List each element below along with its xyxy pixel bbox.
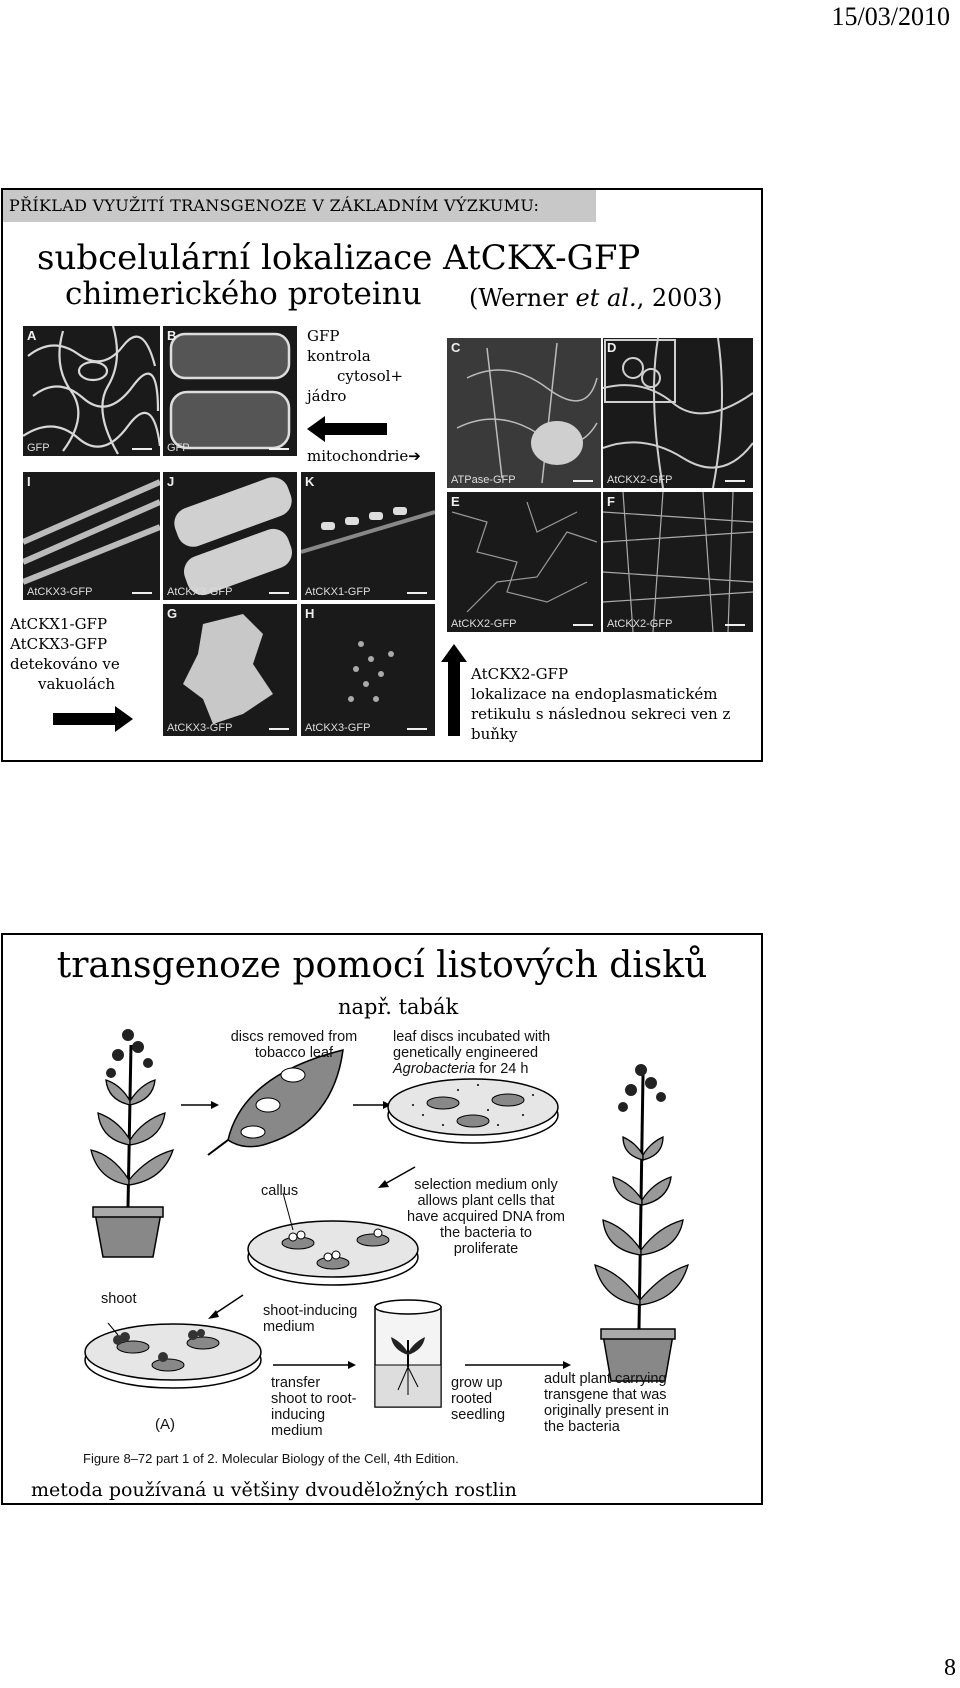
panel-caption: AtCKX2-GFP (607, 618, 673, 630)
label-adult-plant: adult plant carrying transgene that was originally present in the bacteria (544, 1371, 669, 1435)
micrograph-panel-c (447, 338, 601, 488)
panel-letter: B (167, 328, 177, 343)
citation: (Werner et al., 2003) (469, 284, 723, 312)
scale-bar (269, 448, 289, 450)
figure-caption: Figure 8–72 part 1 of 2. Molecular Biology of the Cell, 4th Edition. (83, 1451, 459, 1466)
bottom-note: metoda používaná u většiny dvouděložných rostlin (31, 1479, 517, 1501)
note-gfp-control: GFP kontrola cytosol+ jádro (307, 327, 404, 405)
micrograph-panel-e (447, 492, 601, 632)
label-shoot-inducing-medium: shoot-inducing medium (263, 1303, 358, 1335)
slide-leaf-disc-transgenesis (1, 933, 763, 1505)
jar-seedling (375, 1300, 441, 1407)
slide-banner: PŘÍKLAD VYUŽITÍ TRANSGENOZE V ZÁKLADNÍM VÝZKUMU: (3, 190, 596, 222)
panel-letter: C (451, 340, 461, 355)
date-header: 15/03/2010 (831, 2, 950, 31)
scale-bar (132, 448, 152, 450)
panel-letter: J (167, 474, 175, 489)
micrograph-panel-k (301, 472, 435, 600)
note-vacuole: AtCKX1-GFP AtCKX3-GFP detekováno ve vakuolách (10, 615, 120, 693)
micrograph-panel-h (301, 604, 435, 736)
label-callus: callus (261, 1183, 299, 1199)
panel-caption: AtCKX2-GFP (451, 618, 517, 630)
tobacco-leaf (208, 1050, 343, 1155)
panel-caption: AtCKX3-GFP (305, 722, 371, 734)
tobacco-plant-left (91, 1029, 173, 1257)
panel-caption: GFP (167, 442, 190, 454)
label-transfer: transfer shoot to root- inducing medium (271, 1375, 357, 1439)
micrograph-panel-d (603, 338, 753, 488)
micrograph-panel-g (163, 604, 297, 736)
micrograph-panel-j (163, 472, 297, 600)
slide-title-line2: chimerického proteinu (65, 276, 422, 312)
panel-letter: I (27, 474, 31, 489)
note-mitochondria: mitochondrie➔ (307, 447, 421, 465)
note-er-localization: AtCKX2-GFP lokalizace na endoplasmatickém retikulu s následnou sekreci ven z buňky (471, 665, 731, 743)
slide-subtitle: např. tabák (338, 995, 459, 1019)
page-number: 8 (944, 1655, 956, 1681)
scale-bar (573, 624, 593, 626)
arrow-right-icon (53, 706, 133, 732)
petri-dish-shoot (85, 1324, 261, 1388)
panel-caption: AtCKX3-GFP (167, 722, 233, 734)
panel-letter: F (607, 494, 615, 509)
label-shoot: shoot (101, 1291, 137, 1307)
scale-bar (269, 592, 289, 594)
petri-dish-agrobacteria (388, 1079, 558, 1143)
label-a: (A) (155, 1416, 175, 1433)
scale-bar (132, 592, 152, 594)
scale-bar (725, 480, 745, 482)
panel-letter: G (167, 606, 178, 621)
petri-dish-callus (248, 1221, 418, 1285)
slide-title-line1: subcelulární lokalizace AtCKX-GFP (37, 238, 641, 278)
panel-letter: D (607, 340, 617, 355)
label-selection-medium: selection medium only allows plant cells that have acquired DNA from the bacteria to proliferate (407, 1177, 565, 1257)
slide-title: transgenoze pomocí listových disků (56, 945, 708, 986)
scale-bar (269, 728, 289, 730)
label-discs-removed: discs removed from tobacco leaf (230, 1029, 358, 1061)
arrow-left-icon (307, 416, 387, 442)
label-leaf-discs-incubated: leaf discs incubated with genetically engineered Agrobacteria for 24 h (393, 1029, 551, 1077)
micrograph-panel-i (23, 472, 160, 600)
tobacco-plant-right (595, 1064, 688, 1381)
arrow-up-icon (441, 644, 467, 736)
panel-caption: AtCKX2-GFP (607, 474, 673, 486)
panel-letter: K (305, 474, 315, 489)
micrograph-panel-a (23, 326, 160, 456)
panel-caption: AtCKX3-GFP (27, 586, 93, 598)
panel-letter: H (305, 606, 315, 621)
label-grow-up: grow up rooted seedling (451, 1375, 506, 1423)
panel-caption: GFP (27, 442, 50, 454)
panel-letter: E (451, 494, 460, 509)
panel-letter: A (27, 328, 37, 343)
panel-caption: ATPase-GFP (451, 474, 516, 486)
panel-caption: AtCKX1-GFP (305, 586, 371, 598)
scale-bar (407, 592, 427, 594)
scale-bar (725, 624, 745, 626)
micrograph-panel-b (163, 326, 297, 456)
scale-bar (407, 728, 427, 730)
slide-subcellular-localization (1, 188, 763, 762)
panel-caption: AtCKX3-GFP (167, 586, 233, 598)
scale-bar (573, 480, 593, 482)
micrograph-panel-f (603, 492, 753, 632)
